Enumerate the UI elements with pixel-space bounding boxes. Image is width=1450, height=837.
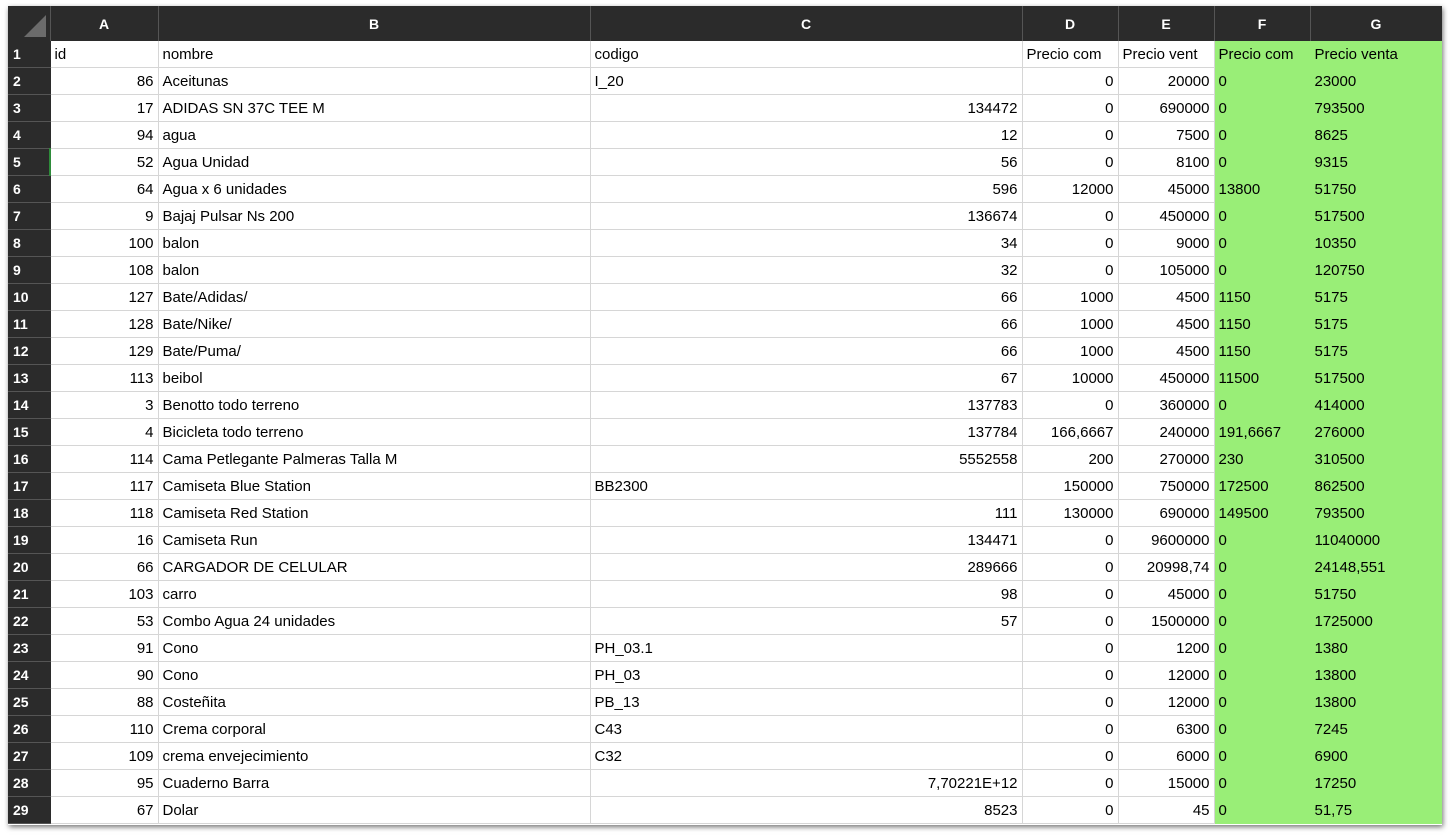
cell-id[interactable]: 94 [50,122,158,149]
cell-precio-compra[interactable]: 1000 [1022,284,1118,311]
cell-nombre[interactable]: agua [158,122,590,149]
table-row [8,392,1442,419]
cell-id[interactable]: 88 [50,689,158,716]
row-header[interactable]: 21 [8,581,50,608]
column-header-d[interactable]: D [1022,6,1118,41]
cell-precio-compra[interactable]: 1000 [1022,338,1118,365]
cell-id[interactable]: 17 [50,95,158,122]
cell-precio-venta[interactable]: 45000 [1118,176,1214,203]
cell-precio-compra[interactable]: 1000 [1022,311,1118,338]
cell-id[interactable]: 100 [50,230,158,257]
row-header[interactable]: 9 [8,257,50,284]
cell-precio-compra-new[interactable]: 1150 [1214,284,1310,311]
cell-codigo[interactable]: 32 [590,257,1022,284]
cell-precio-venta-new[interactable]: 13800 [1310,662,1442,689]
cell-precio-compra-new[interactable]: 0 [1214,716,1310,743]
table-row [8,554,1442,581]
cell-codigo[interactable]: 57 [590,608,1022,635]
cell-precio-compra-new[interactable]: 0 [1214,392,1310,419]
column-header-g[interactable]: G [1310,6,1442,41]
cell-id[interactable]: 91 [50,635,158,662]
cell-precio-venta-new[interactable]: 7245 [1310,716,1442,743]
cell-codigo[interactable]: C43 [590,716,1022,743]
cell-codigo[interactable]: 289666 [590,554,1022,581]
table-row [8,770,1442,797]
row-header[interactable]: 17 [8,473,50,500]
row-header[interactable]: 24 [8,662,50,689]
row-header[interactable]: 23 [8,635,50,662]
cell-precio-compra-new[interactable]: 0 [1214,527,1310,554]
table-row [8,284,1442,311]
cell-codigo[interactable]: 66 [590,284,1022,311]
cell-id[interactable]: 114 [50,446,158,473]
cell-id[interactable]: 53 [50,608,158,635]
table-row [8,608,1442,635]
table-row [8,500,1442,527]
table-row [8,635,1442,662]
cell-codigo[interactable]: 56 [590,149,1022,176]
cell-precio-venta-new[interactable]: 5175 [1310,311,1442,338]
cell-precio-compra-new-header[interactable]: Precio com [1214,41,1310,68]
cell-precio-compra[interactable]: 0 [1022,257,1118,284]
cell-precio-compra[interactable]: 0 [1022,608,1118,635]
cell-precio-venta-new[interactable]: 793500 [1310,500,1442,527]
cell-precio-compra-new[interactable]: 0 [1214,635,1310,662]
cell-precio-venta-header[interactable]: Precio vent [1118,41,1214,68]
row-header[interactable]: 3 [8,95,50,122]
cell-nombre[interactable]: Bicicleta todo terreno [158,419,590,446]
cell-id[interactable]: 128 [50,311,158,338]
row-header[interactable]: 20 [8,554,50,581]
cell-nombre[interactable]: Bate/Nike/ [158,311,590,338]
cell-codigo[interactable]: 137784 [590,419,1022,446]
column-header-c[interactable]: C [590,6,1022,41]
cell-precio-compra[interactable]: 0 [1022,770,1118,797]
cell-precio-venta-new[interactable]: 793500 [1310,95,1442,122]
column-header-b[interactable]: B [158,6,590,41]
cell-id[interactable]: 113 [50,365,158,392]
cell-nombre[interactable]: Cono [158,635,590,662]
column-header-row [8,6,1442,41]
cell-codigo-header[interactable]: codigo [590,41,1022,68]
table-row [8,338,1442,365]
cell-precio-venta-new[interactable]: 1380 [1310,635,1442,662]
cell-codigo[interactable]: 7,70221E+12 [590,770,1022,797]
cell-codigo[interactable]: 98 [590,581,1022,608]
cell-codigo[interactable]: C32 [590,743,1022,770]
cell-nombre[interactable]: Bajaj Pulsar Ns 200 [158,203,590,230]
cell-id[interactable]: 108 [50,257,158,284]
cell-precio-compra-new[interactable]: 0 [1214,203,1310,230]
cell-codigo[interactable]: 134472 [590,95,1022,122]
cell-precio-compra-new[interactable]: 13800 [1214,176,1310,203]
cell-precio-venta[interactable]: 15000 [1118,770,1214,797]
cell-nombre[interactable]: Cama Petlegante Palmeras Talla M [158,446,590,473]
cell-precio-venta[interactable]: 9000 [1118,230,1214,257]
cell-codigo[interactable]: 34 [590,230,1022,257]
cell-precio-venta[interactable]: 6000 [1118,743,1214,770]
cell-nombre[interactable]: Camiseta Run [158,527,590,554]
column-header-a[interactable]: A [50,6,158,41]
cell-codigo[interactable]: PH_03.1 [590,635,1022,662]
cell-nombre[interactable]: carro [158,581,590,608]
cell-id[interactable]: 109 [50,743,158,770]
cell-precio-compra-new[interactable]: 0 [1214,770,1310,797]
cell-id[interactable]: 4 [50,419,158,446]
cell-precio-venta[interactable]: 12000 [1118,662,1214,689]
row-header[interactable]: 4 [8,122,50,149]
table-row [8,176,1442,203]
table-row [8,473,1442,500]
row-header[interactable]: 11 [8,311,50,338]
row-header[interactable]: 14 [8,392,50,419]
cell-precio-venta-new[interactable]: 862500 [1310,473,1442,500]
cell-precio-compra[interactable]: 200 [1022,446,1118,473]
cell-precio-compra[interactable]: 0 [1022,149,1118,176]
cell-precio-compra[interactable]: 166,6667 [1022,419,1118,446]
column-header-f[interactable]: F [1214,6,1310,41]
table-row [8,419,1442,446]
row-header[interactable]: 2 [8,68,50,95]
table-row [8,122,1442,149]
cell-precio-venta-new[interactable]: 11040000 [1310,527,1442,554]
cell-precio-venta[interactable]: 6300 [1118,716,1214,743]
cell-id[interactable]: 16 [50,527,158,554]
cell-codigo[interactable]: 136674 [590,203,1022,230]
row-header[interactable]: 25 [8,689,50,716]
cell-precio-venta[interactable]: 1500000 [1118,608,1214,635]
cell-precio-compra[interactable]: 0 [1022,392,1118,419]
cell-precio-compra[interactable]: 0 [1022,797,1118,824]
cell-precio-compra-new[interactable]: 0 [1214,149,1310,176]
table-row [8,95,1442,122]
table-row [8,230,1442,257]
cell-precio-compra[interactable]: 0 [1022,689,1118,716]
cell-precio-venta[interactable]: 690000 [1118,95,1214,122]
spreadsheet-grid [8,6,1442,824]
cell-codigo[interactable]: 134471 [590,527,1022,554]
cell-nombre[interactable]: Costeñita [158,689,590,716]
cell-precio-compra[interactable]: 0 [1022,122,1118,149]
cell-codigo[interactable]: 8523 [590,797,1022,824]
row-header[interactable]: 18 [8,500,50,527]
select-all-corner[interactable] [8,6,50,41]
cell-id[interactable]: 67 [50,797,158,824]
cell-precio-venta-new[interactable]: 24148,551 [1310,554,1442,581]
cell-precio-venta[interactable]: 9600000 [1118,527,1214,554]
table-row [8,716,1442,743]
table-row [8,149,1442,176]
row-header[interactable]: 6 [8,176,50,203]
cell-precio-venta[interactable]: 240000 [1118,419,1214,446]
cell-nombre[interactable]: balon [158,257,590,284]
cell-precio-compra-new[interactable]: 0 [1214,554,1310,581]
table-row [8,527,1442,554]
cell-precio-compra[interactable]: 0 [1022,581,1118,608]
cell-precio-compra[interactable]: 0 [1022,554,1118,581]
cell-precio-compra-new[interactable]: 11500 [1214,365,1310,392]
cell-id[interactable]: 90 [50,662,158,689]
cell-codigo[interactable]: PB_13 [590,689,1022,716]
cell-precio-compra[interactable]: 130000 [1022,500,1118,527]
table-row [8,68,1442,95]
cell-codigo[interactable]: 137783 [590,392,1022,419]
cell-nombre[interactable]: beibol [158,365,590,392]
table-row [8,203,1442,230]
cell-precio-venta-new-header[interactable]: Precio venta [1310,41,1442,68]
cell-precio-compra[interactable]: 0 [1022,230,1118,257]
cell-precio-compra-new[interactable]: 0 [1214,581,1310,608]
row-header[interactable]: 7 [8,203,50,230]
cell-id[interactable]: 103 [50,581,158,608]
cell-precio-venta-new[interactable]: 5175 [1310,338,1442,365]
cell-precio-compra-new[interactable]: 0 [1214,257,1310,284]
row-header[interactable]: 5 [8,149,50,176]
cell-codigo[interactable]: 12 [590,122,1022,149]
cell-nombre[interactable]: Dolar [158,797,590,824]
cell-precio-compra[interactable]: 0 [1022,743,1118,770]
cell-precio-compra-new[interactable]: 0 [1214,662,1310,689]
cell-precio-venta[interactable]: 4500 [1118,311,1214,338]
table-row [8,365,1442,392]
cell-precio-compra[interactable]: 150000 [1022,473,1118,500]
cell-precio-venta-new[interactable]: 5175 [1310,284,1442,311]
row-header[interactable]: 12 [8,338,50,365]
cell-precio-compra-new[interactable]: 0 [1214,68,1310,95]
row-header[interactable]: 16 [8,446,50,473]
cell-precio-compra-header[interactable]: Precio com [1022,41,1118,68]
cell-precio-venta-new[interactable]: 9315 [1310,149,1442,176]
row-header[interactable]: 13 [8,365,50,392]
cell-codigo[interactable]: PH_03 [590,662,1022,689]
cell-codigo[interactable]: 66 [590,338,1022,365]
cell-precio-venta-new[interactable]: 10350 [1310,230,1442,257]
cell-id[interactable]: 117 [50,473,158,500]
table-row [8,446,1442,473]
cell-id[interactable]: 127 [50,284,158,311]
cell-nombre[interactable]: crema envejecimiento [158,743,590,770]
cell-precio-venta[interactable]: 8100 [1118,149,1214,176]
cell-precio-compra-new[interactable]: 149500 [1214,500,1310,527]
cell-precio-venta-new[interactable]: 6900 [1310,743,1442,770]
cell-precio-compra[interactable]: 0 [1022,68,1118,95]
cell-id[interactable]: 129 [50,338,158,365]
cell-codigo[interactable]: 67 [590,365,1022,392]
cell-precio-venta[interactable]: 12000 [1118,689,1214,716]
cell-nombre[interactable]: Agua x 6 unidades [158,176,590,203]
row-header[interactable]: 19 [8,527,50,554]
cell-nombre[interactable]: CARGADOR DE CELULAR [158,554,590,581]
cell-precio-compra[interactable]: 0 [1022,635,1118,662]
cell-precio-venta[interactable]: 360000 [1118,392,1214,419]
cell-precio-compra[interactable]: 0 [1022,716,1118,743]
cell-precio-venta-new[interactable]: 51750 [1310,176,1442,203]
row-header[interactable]: 27 [8,743,50,770]
header-data-row [8,41,1442,68]
table-row [8,689,1442,716]
cell-nombre-header[interactable]: nombre [158,41,590,68]
cell-codigo[interactable]: 111 [590,500,1022,527]
cell-nombre[interactable]: Crema corporal [158,716,590,743]
cell-precio-compra-new[interactable]: 0 [1214,230,1310,257]
cell-precio-compra-new[interactable]: 191,6667 [1214,419,1310,446]
row-header[interactable]: 29 [8,797,50,824]
cell-id[interactable]: 9 [50,203,158,230]
cell-precio-venta-new[interactable]: 23000 [1310,68,1442,95]
cell-precio-venta[interactable]: 20998,74 [1118,554,1214,581]
table-row [8,311,1442,338]
table-row [8,257,1442,284]
table-row [8,662,1442,689]
cell-precio-venta-new[interactable]: 51750 [1310,581,1442,608]
row-header[interactable]: 1 [8,41,50,68]
cell-precio-venta[interactable]: 750000 [1118,473,1214,500]
cell-precio-venta[interactable]: 4500 [1118,338,1214,365]
row-header[interactable]: 10 [8,284,50,311]
table-row [8,581,1442,608]
cell-codigo[interactable]: 596 [590,176,1022,203]
cell-precio-venta-new[interactable]: 310500 [1310,446,1442,473]
cell-nombre[interactable]: balon [158,230,590,257]
cell-precio-venta-new[interactable]: 276000 [1310,419,1442,446]
cell-id[interactable]: 118 [50,500,158,527]
cell-precio-venta-new[interactable]: 13800 [1310,689,1442,716]
cell-nombre[interactable]: Aceitunas [158,68,590,95]
spreadsheet-window [8,6,1442,825]
cell-nombre[interactable]: Cuaderno Barra [158,770,590,797]
cell-precio-venta-new[interactable]: 1725000 [1310,608,1442,635]
cell-nombre[interactable]: Camiseta Red Station [158,500,590,527]
cell-precio-venta[interactable]: 270000 [1118,446,1214,473]
cell-precio-compra-new[interactable]: 0 [1214,95,1310,122]
cell-codigo[interactable]: 66 [590,311,1022,338]
table-row [8,797,1442,824]
cell-precio-venta[interactable]: 690000 [1118,500,1214,527]
cell-precio-compra-new[interactable]: 230 [1214,446,1310,473]
cell-precio-venta[interactable]: 450000 [1118,365,1214,392]
cell-precio-venta[interactable]: 450000 [1118,203,1214,230]
column-header-e[interactable]: E [1118,6,1214,41]
row-header[interactable]: 22 [8,608,50,635]
cell-precio-compra[interactable]: 0 [1022,203,1118,230]
cell-id[interactable]: 64 [50,176,158,203]
cell-precio-compra[interactable]: 10000 [1022,365,1118,392]
select-all-triangle-icon [24,15,46,37]
cell-id[interactable]: 110 [50,716,158,743]
table-row [8,743,1442,770]
cell-precio-compra-new[interactable]: 0 [1214,689,1310,716]
cell-precio-compra[interactable]: 0 [1022,662,1118,689]
cell-precio-venta-new[interactable]: 8625 [1310,122,1442,149]
cell-precio-venta-new[interactable]: 517500 [1310,203,1442,230]
cell-nombre[interactable]: Benotto todo terreno [158,392,590,419]
cell-precio-compra-new[interactable]: 172500 [1214,473,1310,500]
cell-nombre[interactable]: Bate/Puma/ [158,338,590,365]
cell-id-header[interactable]: id [50,41,158,68]
cell-precio-venta[interactable]: 4500 [1118,284,1214,311]
cell-nombre[interactable]: Agua Unidad [158,149,590,176]
cell-precio-venta-new[interactable]: 120750 [1310,257,1442,284]
cell-precio-venta[interactable]: 45 [1118,797,1214,824]
cell-precio-compra-new[interactable]: 0 [1214,743,1310,770]
cell-id[interactable]: 66 [50,554,158,581]
cell-nombre[interactable]: Combo Agua 24 unidades [158,608,590,635]
cell-id[interactable]: 3 [50,392,158,419]
cell-id[interactable]: 52 [50,149,158,176]
row-header[interactable]: 28 [8,770,50,797]
cell-nombre[interactable]: Cono [158,662,590,689]
cell-id[interactable]: 86 [50,68,158,95]
cell-precio-venta[interactable]: 105000 [1118,257,1214,284]
cell-nombre[interactable]: Bate/Adidas/ [158,284,590,311]
cell-precio-compra-new[interactable]: 0 [1214,608,1310,635]
row-header[interactable]: 15 [8,419,50,446]
row-header[interactable]: 8 [8,230,50,257]
cell-codigo[interactable]: I_20 [590,68,1022,95]
cell-precio-venta[interactable]: 1200 [1118,635,1214,662]
cell-precio-venta[interactable]: 20000 [1118,68,1214,95]
cell-precio-compra-new[interactable]: 1150 [1214,338,1310,365]
cell-precio-compra[interactable]: 0 [1022,95,1118,122]
cell-codigo[interactable]: BB2300 [590,473,1022,500]
cell-nombre[interactable]: Camiseta Blue Station [158,473,590,500]
cell-precio-venta-new[interactable]: 17250 [1310,770,1442,797]
cell-precio-venta-new[interactable]: 414000 [1310,392,1442,419]
cell-codigo[interactable]: 5552558 [590,446,1022,473]
cell-precio-venta[interactable]: 45000 [1118,581,1214,608]
cell-precio-compra-new[interactable]: 0 [1214,797,1310,824]
cell-precio-compra[interactable]: 12000 [1022,176,1118,203]
cell-precio-venta-new[interactable]: 517500 [1310,365,1442,392]
row-header[interactable]: 26 [8,716,50,743]
cell-nombre[interactable]: ADIDAS SN 37C TEE M [158,95,590,122]
cell-id[interactable]: 95 [50,770,158,797]
cell-precio-compra[interactable]: 0 [1022,527,1118,554]
cell-precio-compra-new[interactable]: 1150 [1214,311,1310,338]
cell-precio-compra-new[interactable]: 0 [1214,122,1310,149]
cell-precio-venta[interactable]: 7500 [1118,122,1214,149]
cell-precio-venta-new[interactable]: 51,75 [1310,797,1442,824]
